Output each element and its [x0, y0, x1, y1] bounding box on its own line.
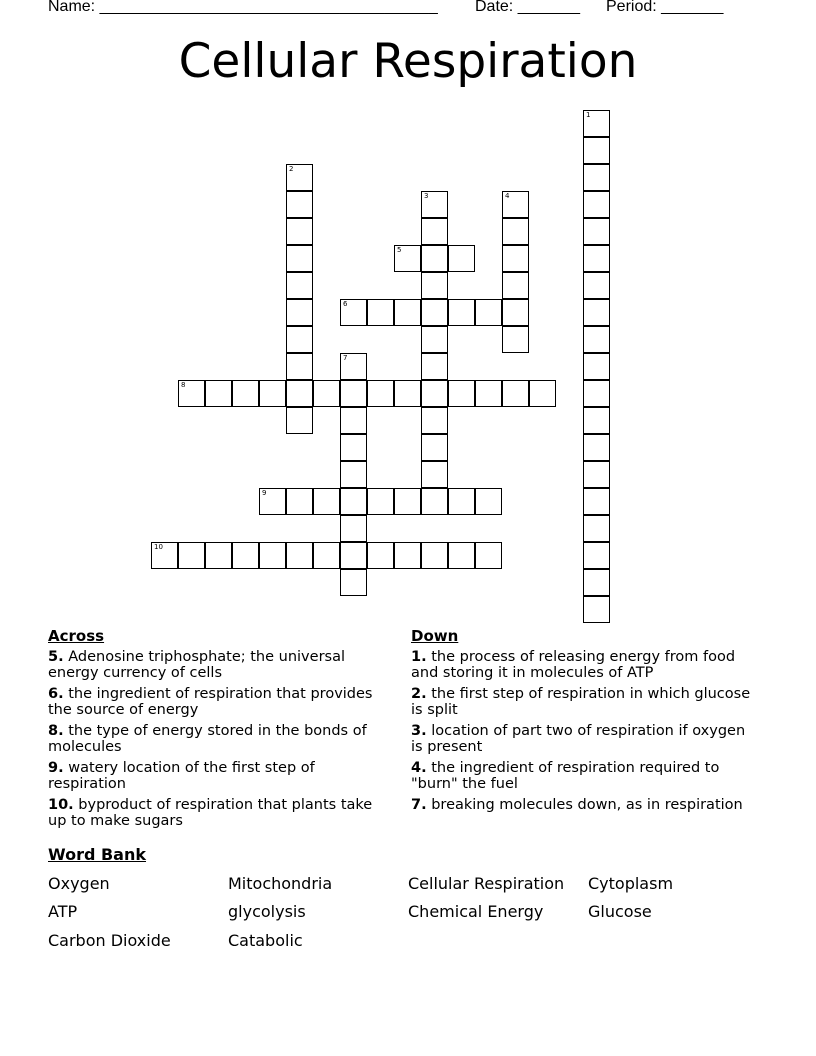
crossword-cell[interactable]	[583, 191, 610, 218]
crossword-cell[interactable]	[421, 407, 448, 434]
crossword-cell[interactable]	[502, 272, 529, 299]
crossword-cell[interactable]	[151, 542, 178, 569]
crossword-cell[interactable]	[583, 110, 610, 137]
crossword-cell[interactable]	[313, 380, 340, 407]
crossword-cell[interactable]	[502, 245, 529, 272]
crossword-cell[interactable]	[340, 542, 367, 569]
crossword-cell[interactable]	[583, 245, 610, 272]
crossword-cell[interactable]	[529, 380, 556, 407]
crossword-cell[interactable]	[286, 407, 313, 434]
crossword-cell[interactable]	[367, 542, 394, 569]
crossword-cell[interactable]	[286, 164, 313, 191]
crossword-cell[interactable]	[232, 380, 259, 407]
clue-number: 9	[262, 489, 267, 497]
clue-number: 1	[586, 111, 591, 119]
crossword-cell[interactable]	[475, 488, 502, 515]
crossword-cell[interactable]	[583, 353, 610, 380]
clue-across-5: 5. Adenosine triphosphate; the universal energy currency of cells	[48, 649, 345, 681]
crossword-cell[interactable]	[583, 542, 610, 569]
crossword-cell[interactable]	[502, 299, 529, 326]
clue-across-9: 9. watery location of the first step of respiration	[48, 760, 315, 792]
word-bank-item: Carbon Dioxide	[48, 931, 171, 950]
clue-number: 7	[343, 354, 348, 362]
crossword-cell[interactable]	[286, 542, 313, 569]
down-clues	[411, 628, 756, 818]
clue-number: 10	[154, 543, 163, 551]
crossword-cell[interactable]	[286, 326, 313, 353]
crossword-cell[interactable]	[286, 218, 313, 245]
crossword-cell[interactable]	[340, 569, 367, 596]
clue-number: 8	[181, 381, 186, 389]
crossword-cell[interactable]	[421, 380, 448, 407]
crossword-cell[interactable]	[394, 299, 421, 326]
clue-across-8: 8. the type of energy stored in the bonds of molecules	[48, 723, 367, 755]
clue-number: 5	[397, 246, 402, 254]
down-heading: Down	[411, 627, 459, 645]
crossword-cell[interactable]	[259, 542, 286, 569]
clue-number: 2	[289, 165, 294, 173]
word-bank-title: Word Bank	[48, 845, 147, 864]
crossword-cell[interactable]	[583, 569, 610, 596]
word-bank-item: Cytoplasm	[588, 874, 674, 893]
crossword-cell[interactable]	[340, 407, 367, 434]
crossword-cell[interactable]	[475, 380, 502, 407]
crossword-cell[interactable]	[178, 542, 205, 569]
crossword-cell[interactable]	[421, 461, 448, 488]
crossword-cell[interactable]	[286, 245, 313, 272]
crossword-cell[interactable]	[367, 488, 394, 515]
crossword-cell[interactable]	[421, 488, 448, 515]
crossword-cell[interactable]	[583, 218, 610, 245]
crossword-cell[interactable]	[583, 326, 610, 353]
crossword-cell[interactable]	[286, 353, 313, 380]
crossword-cell[interactable]	[340, 353, 367, 380]
clue-number: 4	[505, 192, 510, 200]
crossword-cell[interactable]	[421, 542, 448, 569]
crossword-cell[interactable]	[421, 434, 448, 461]
crossword-cell[interactable]	[421, 353, 448, 380]
crossword-cell[interactable]	[394, 380, 421, 407]
crossword-cell[interactable]	[286, 299, 313, 326]
word-bank-item: ATP	[48, 902, 78, 921]
crossword-cell[interactable]	[583, 434, 610, 461]
crossword-cell[interactable]	[340, 461, 367, 488]
page-title: Cellular Respiration	[178, 34, 638, 89]
crossword-cell[interactable]	[286, 272, 313, 299]
crossword-cell[interactable]	[367, 299, 394, 326]
date-field[interactable]: Date: _______	[475, 0, 580, 15]
crossword-cell[interactable]	[421, 326, 448, 353]
crossword-cell[interactable]	[259, 380, 286, 407]
crossword-cell[interactable]	[421, 272, 448, 299]
clue-down-3: 3. location of part two of respiration if oxygen is present	[411, 723, 746, 755]
crossword-cell[interactable]	[475, 299, 502, 326]
crossword-cell[interactable]	[502, 380, 529, 407]
clue-down-2: 2. the first step of respiration in which glucose is split	[411, 686, 751, 718]
crossword-cell[interactable]	[448, 245, 475, 272]
clue-down-1: 1. the process of releasing energy from food and storing it in molecules of ATP	[411, 649, 736, 681]
crossword-cell[interactable]	[313, 488, 340, 515]
crossword-cell[interactable]	[583, 461, 610, 488]
across-clues	[48, 628, 393, 834]
crossword-cell[interactable]	[340, 434, 367, 461]
crossword-cell[interactable]	[421, 218, 448, 245]
crossword-cell[interactable]	[583, 515, 610, 542]
crossword-cell[interactable]	[583, 299, 610, 326]
crossword-cell[interactable]	[394, 245, 421, 272]
across-heading: Across	[48, 627, 105, 645]
crossword-cell[interactable]	[340, 380, 367, 407]
crossword-cell[interactable]	[502, 218, 529, 245]
crossword-cell[interactable]	[340, 488, 367, 515]
clue-down-7: 7. breaking molecules down, as in respiration	[411, 797, 743, 813]
crossword-cell[interactable]	[313, 542, 340, 569]
crossword-cell[interactable]	[583, 407, 610, 434]
crossword-cell[interactable]	[583, 272, 610, 299]
clue-across-10: 10. byproduct of respiration that plants take up to make sugars	[48, 797, 373, 829]
word-bank-item: Mitochondria	[228, 874, 333, 893]
crossword-cell[interactable]	[448, 488, 475, 515]
name-field[interactable]: Name: ______________________________________	[48, 0, 438, 15]
crossword-cell[interactable]	[394, 488, 421, 515]
word-bank-item: Glucose	[588, 902, 652, 921]
crossword-cell[interactable]	[583, 380, 610, 407]
clue-across-6: 6. the ingredient of respiration that provides the source of energy	[48, 686, 373, 718]
word-bank-item: glycolysis	[228, 902, 306, 921]
word-bank-item: Oxygen	[48, 874, 110, 893]
crossword-cell[interactable]	[583, 596, 610, 623]
clue-number: 3	[424, 192, 429, 200]
crossword-cell[interactable]	[502, 326, 529, 353]
crossword-cell[interactable]	[583, 164, 610, 191]
crossword-cell[interactable]	[286, 488, 313, 515]
period-field[interactable]: Period: _______	[606, 0, 724, 15]
crossword-cell[interactable]	[340, 299, 367, 326]
crossword-cell[interactable]	[205, 542, 232, 569]
word-bank-item: Chemical Energy	[408, 902, 544, 921]
crossword-cell[interactable]	[394, 542, 421, 569]
crossword-cell[interactable]	[232, 542, 259, 569]
crossword-cell[interactable]	[286, 191, 313, 218]
crossword-cell[interactable]	[583, 488, 610, 515]
crossword-cell[interactable]	[286, 380, 313, 407]
crossword-cell[interactable]	[340, 515, 367, 542]
crossword-cell[interactable]	[502, 191, 529, 218]
crossword-cell[interactable]	[259, 488, 286, 515]
crossword-cell[interactable]	[583, 137, 610, 164]
crossword-cell[interactable]	[421, 191, 448, 218]
clue-down-4: 4. the ingredient of respiration required to "burn" the fuel	[411, 760, 720, 792]
crossword-cell[interactable]	[448, 299, 475, 326]
crossword-cell[interactable]	[421, 245, 448, 272]
crossword-cell[interactable]	[448, 380, 475, 407]
crossword-cell[interactable]	[475, 542, 502, 569]
crossword-cell[interactable]	[205, 380, 232, 407]
word-bank-item: Catabolic	[228, 931, 303, 950]
word-bank-item: Cellular Respiration	[408, 874, 565, 893]
crossword-cell[interactable]	[367, 380, 394, 407]
crossword-cell[interactable]	[421, 299, 448, 326]
clue-number: 6	[343, 300, 348, 308]
crossword-cell[interactable]	[178, 380, 205, 407]
crossword-cell[interactable]	[448, 542, 475, 569]
